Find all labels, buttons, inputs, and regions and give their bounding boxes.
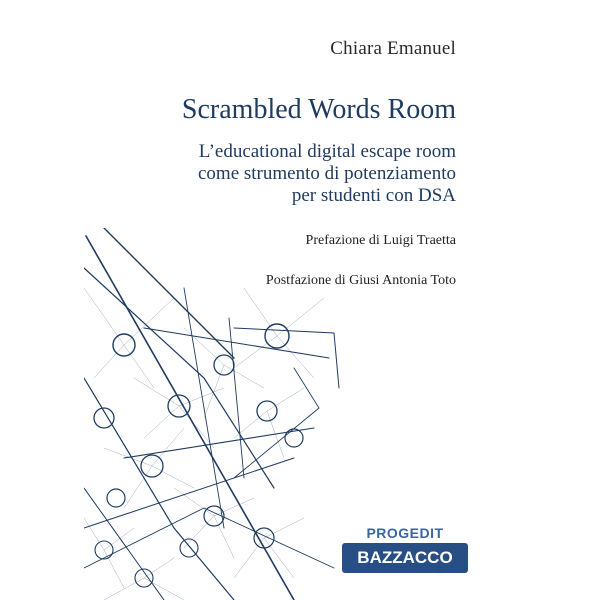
subtitle-line: come strumento di potenziamento (197, 163, 456, 184)
art-stroke (124, 428, 314, 458)
author-name: Chiara Emanuel (330, 38, 456, 59)
puzzle-knob (107, 489, 125, 507)
art-stroke (229, 318, 244, 478)
art-stroke (104, 228, 234, 358)
art-stroke (84, 378, 234, 600)
art-stroke (234, 368, 319, 478)
art-stroke (84, 508, 334, 568)
art-stroke (84, 458, 294, 528)
series-name: PROGEDIT (366, 525, 444, 541)
art-stroke (84, 268, 274, 488)
publisher-name: BAZZACCO (342, 543, 468, 573)
subtitle-line: L’educational digital escape room (198, 141, 456, 162)
publisher-logo (342, 525, 468, 573)
book-cover (84, 0, 516, 600)
puzzle-knob (180, 539, 198, 557)
art-stroke (144, 328, 329, 358)
subtitle-line: per studenti con DSA (291, 185, 456, 206)
book-subtitle (198, 141, 456, 207)
preface-credit: Prefazione di Luigi Traetta (305, 233, 456, 248)
art-stroke (86, 236, 294, 600)
art-stroke (234, 328, 339, 388)
book-title: Scrambled Words Room (181, 94, 456, 125)
postface-credit: Postfazione di Giusi Antonia Toto (265, 273, 456, 288)
